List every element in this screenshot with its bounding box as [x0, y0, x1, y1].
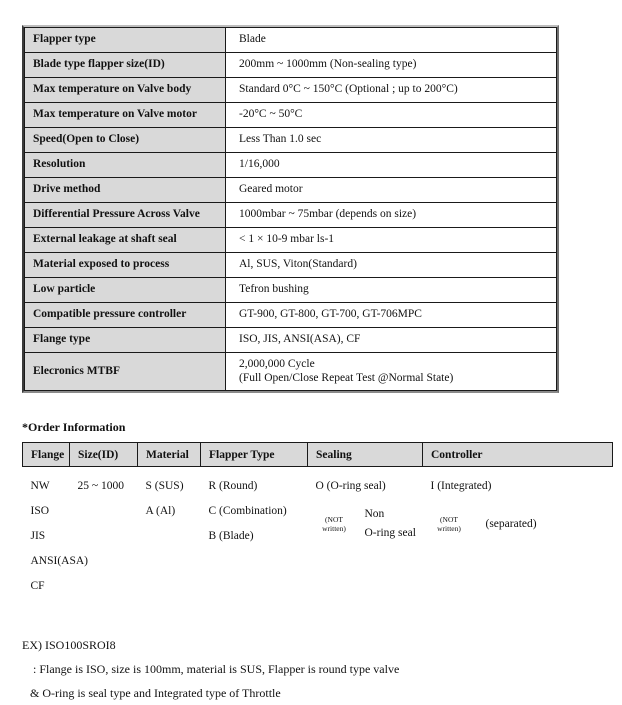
spec-value-line2: (Full Open/Close Repeat Test @Normal State): [239, 371, 454, 384]
controller-not-written-note: (NOT written): [437, 515, 461, 533]
order-code-example: [22, 633, 622, 705]
spec-row-electronics-mtbf: [25, 353, 557, 391]
spec-value: GT-900, GT-800, GT-700, GT-706MPC: [226, 303, 557, 328]
spec-label: Drive method: [25, 178, 226, 203]
order-information-table: [22, 442, 613, 599]
size-range: 25 ~ 1000: [77, 480, 124, 492]
order-col-flange: [23, 467, 88, 600]
spec-value: Standard 0°C ~ 150°C (Optional ; up to 200°C): [226, 78, 557, 103]
spec-row-low-particle: [25, 278, 557, 303]
spec-label: Differential Pressure Across Valve: [25, 203, 226, 228]
spec-value: 200mm ~ 1000mm (Non-sealing type): [226, 53, 557, 78]
sealing-option-oring: O (O-ring seal): [315, 480, 386, 492]
spec-value: 1/16,000: [226, 153, 557, 178]
controller-option-integrated: I (Integrated): [430, 480, 492, 492]
order-body-row: [23, 467, 613, 600]
sealing-non-oring-label: [365, 505, 416, 543]
spec-value: < 1 × 10-9 mbar ls-1: [226, 228, 557, 253]
spec-row-drive-method: [25, 178, 557, 203]
spec-value: Geared motor: [226, 178, 557, 203]
sealing-option-non-oring: [316, 499, 423, 549]
order-col-sealing: [308, 467, 423, 600]
spec-row-resolution: [25, 153, 557, 178]
order-header-flange: Flange: [23, 443, 70, 467]
spec-value: -20°C ~ 50°C: [226, 103, 557, 128]
spec-value: Tefron bushing: [226, 278, 557, 303]
order-col-flapper-type: [201, 467, 308, 600]
spec-value: 1000mbar ~ 75mbar (depends on size): [226, 203, 557, 228]
spec-label: Blade type flapper size(ID): [25, 53, 226, 78]
spec-row-flapper-type: [25, 28, 557, 53]
flange-option-nw: NW: [30, 480, 50, 492]
spec-value: Blade: [226, 28, 557, 53]
spec-label: Material exposed to process: [25, 253, 226, 278]
controller-separated-label: (separated): [485, 518, 537, 530]
spec-table: [24, 27, 557, 391]
sealing-non-line2: O-ring seal: [364, 527, 416, 539]
spec-label: Resolution: [25, 153, 226, 178]
spec-row-flange-type: [25, 328, 557, 353]
spec-value: ISO, JIS, ANSI(ASA), CF: [226, 328, 557, 353]
spec-label: Flapper type: [25, 28, 226, 53]
order-header-size: Size(ID): [70, 443, 138, 467]
spec-label: Max temperature on Valve body: [25, 78, 226, 103]
spec-label: Speed(Open to Close): [25, 128, 226, 153]
spec-table-frame: [22, 25, 559, 393]
spec-row-max-temp-body: [25, 78, 557, 103]
spec-label: Compatible pressure controller: [25, 303, 226, 328]
flapper-option-combination: C (Combination): [208, 505, 287, 517]
order-col-material: [138, 467, 201, 600]
order-header-sealing: Sealing: [308, 443, 423, 467]
spec-row-max-temp-motor: [25, 103, 557, 128]
spec-label: External leakage at shaft seal: [25, 228, 226, 253]
sealing-not-written-note: (NOT written): [322, 515, 346, 533]
material-option-sus: S (SUS): [145, 480, 184, 492]
spec-row-external-leakage: [25, 228, 557, 253]
order-information-heading: *Order Information: [22, 420, 126, 434]
order-col-controller: [423, 467, 613, 600]
controller-option-separated: [431, 499, 613, 549]
order-header-controller: Controller: [423, 443, 613, 467]
spec-label: Max temperature on Valve motor: [25, 103, 226, 128]
flapper-option-round: R (Round): [208, 480, 258, 492]
flange-option-ansi: ANSI(ASA): [30, 555, 88, 567]
order-col-size: [70, 467, 138, 600]
order-header-flapper-type: Flapper Type: [201, 443, 308, 467]
flange-option-jis: JIS: [30, 530, 46, 542]
flange-option-iso: ISO: [30, 505, 50, 517]
material-option-al: A (Al): [145, 505, 176, 517]
example-explanation-line1: : Flange is ISO, size is 100mm, material is SUS, Flapper is round type valve: [33, 662, 400, 676]
spec-value-line1: 2,000,000 Cycle: [239, 358, 315, 370]
example-explanation-line2: & O-ring is seal type and Integrated type of Throttle: [30, 686, 281, 700]
spec-row-compatible-controller: [25, 303, 557, 328]
spec-row-speed: [25, 128, 557, 153]
spec-label: Flange type: [25, 328, 226, 353]
order-header-material: Material: [138, 443, 201, 467]
order-header-row: [23, 443, 613, 467]
example-code-line: EX) ISO100SROI8: [22, 638, 116, 652]
spec-label: Elecronics MTBF: [25, 353, 226, 391]
spec-value: [226, 353, 557, 391]
spec-row-differential-pressure: [25, 203, 557, 228]
spec-row-flapper-size: [25, 53, 557, 78]
spec-value: Al, SUS, Viton(Standard): [226, 253, 557, 278]
flange-option-cf: CF: [30, 580, 45, 592]
spec-label: Low particle: [25, 278, 226, 303]
flapper-option-blade: B (Blade): [208, 530, 254, 542]
spec-row-material-exposed: [25, 253, 557, 278]
spec-value: Less Than 1.0 sec: [226, 128, 557, 153]
sealing-non-line1: Non: [364, 508, 385, 520]
